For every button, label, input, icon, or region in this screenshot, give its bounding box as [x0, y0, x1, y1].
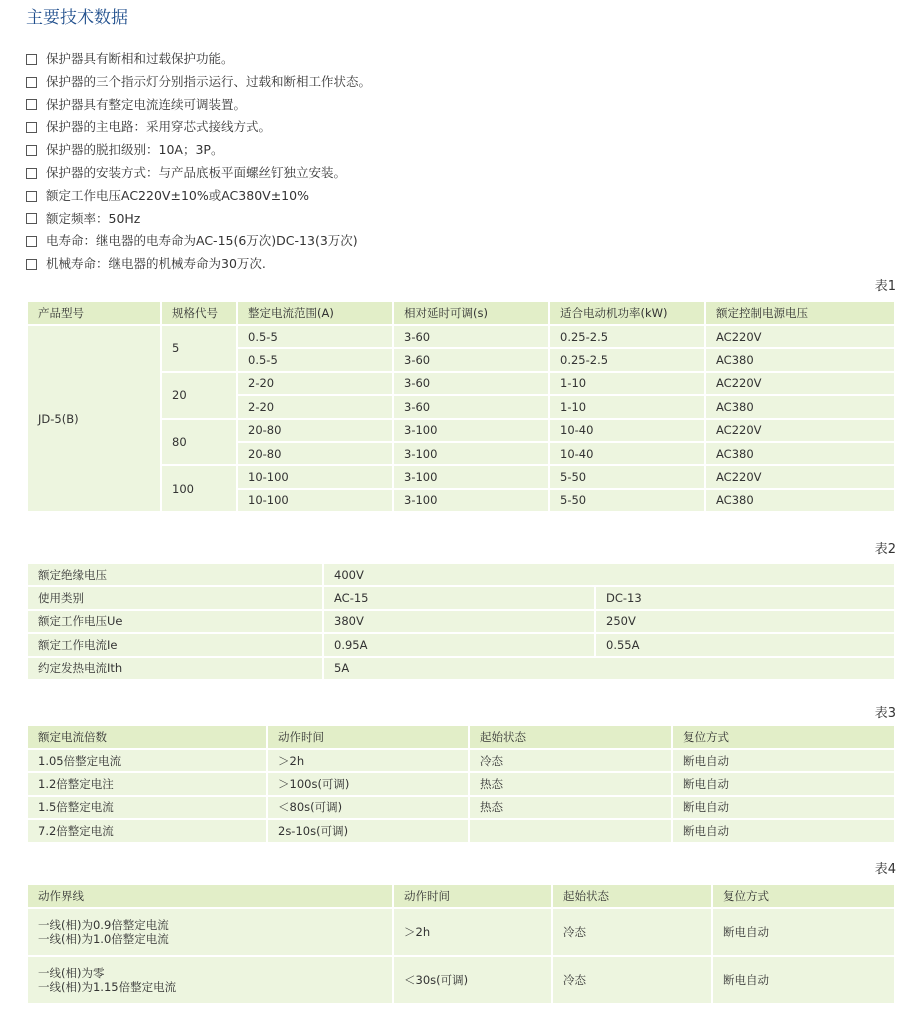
- checkbox-icon: [26, 54, 37, 65]
- checkbox-icon: [26, 213, 37, 224]
- table-cell: 2s-10s(可调): [267, 819, 469, 842]
- column-header: 额定电流倍数: [27, 725, 267, 749]
- table-cell: ＞2h: [393, 908, 552, 956]
- column-header: 动作时间: [267, 725, 469, 749]
- product-spec-table: [26, 300, 896, 513]
- cell-line: 一线(相)为1.0倍整定电流: [38, 932, 169, 946]
- rating-table: [26, 562, 896, 681]
- table-cell: ＞100s(可调): [267, 772, 469, 795]
- table-cell: 2-20: [237, 395, 393, 418]
- checkbox-icon: [26, 122, 37, 133]
- table-cell: 3-100: [393, 442, 549, 465]
- list-item: [26, 185, 371, 208]
- table-cell: 10-40: [549, 419, 705, 442]
- cell-line: 一线(相)为0.9倍整定电流: [38, 918, 169, 932]
- table-cell: AC380: [705, 442, 895, 465]
- table-cell: AC380: [705, 395, 895, 418]
- table-cell: 3-100: [393, 489, 549, 512]
- list-item: [26, 253, 371, 276]
- column-header: 复位方式: [672, 725, 895, 749]
- table-cell: 5A: [323, 657, 895, 680]
- checkbox-icon: [26, 191, 37, 202]
- table-cell: [27, 908, 393, 956]
- column-header: 复位方式: [712, 884, 895, 908]
- table-cell: 2-20: [237, 372, 393, 395]
- table-cell: AC220V: [705, 372, 895, 395]
- table4-label: 表4: [874, 862, 896, 877]
- table-row: [27, 772, 895, 795]
- table-row: [27, 796, 895, 819]
- table-cell: 0.25-2.5: [549, 348, 705, 371]
- list-item-text: 电寿命：继电器的电寿命为AC-15(6万次)DC-13(3万次): [46, 233, 358, 249]
- feature-list: [26, 48, 371, 276]
- table-cell: 约定发热电流Ith: [27, 657, 323, 680]
- table-row: [27, 749, 895, 772]
- table-cell: 0.25-2.5: [549, 325, 705, 348]
- table-cell: 3-100: [393, 419, 549, 442]
- table-cell: ＜30s(可调): [393, 956, 552, 1004]
- table-cell: 1.2倍整定电注: [27, 772, 267, 795]
- table-cell: 断电自动: [672, 819, 895, 842]
- table-cell: AC220V: [705, 325, 895, 348]
- table-row: [27, 819, 895, 842]
- table-row: [27, 633, 895, 656]
- list-item-text: 保护器具有断相和过载保护功能。: [46, 51, 234, 66]
- list-item-text: 额定频率：50Hz: [46, 210, 141, 226]
- table-cell: ＞2h: [267, 749, 469, 772]
- table-row: [27, 563, 895, 586]
- cell-line: 一线(相)为零: [38, 966, 105, 980]
- table-cell: [27, 956, 393, 1004]
- column-header: 产品型号: [27, 301, 161, 325]
- code-cell: 80: [161, 419, 237, 466]
- table-cell: 10-40: [549, 442, 705, 465]
- phase-loss-table: [26, 883, 896, 1005]
- checkbox-icon: [26, 99, 37, 110]
- table-cell: 3-60: [393, 395, 549, 418]
- column-header: 整定电流范围(A): [237, 301, 393, 325]
- table-cell: AC380: [705, 348, 895, 371]
- table-cell: 5-50: [549, 465, 705, 488]
- table-cell: 1.5倍整定电流: [27, 796, 267, 819]
- code-cell: 20: [161, 372, 237, 419]
- column-header: 规格代号: [161, 301, 237, 325]
- table-cell: 1-10: [549, 372, 705, 395]
- list-item-text: 保护器的安装方式：与产品底板平面螺丝钉独立安装。: [46, 164, 347, 180]
- list-item-text: 保护器的主电路：采用穿芯式接线方式。: [46, 119, 272, 135]
- table-cell: 380V: [323, 610, 595, 633]
- table-cell: 断电自动: [712, 908, 895, 956]
- table-row: [27, 610, 895, 633]
- column-header: 起始状态: [469, 725, 672, 749]
- list-item-text: 保护器的脱扣级别：10A；3P。: [46, 142, 224, 158]
- table-cell: 0.95A: [323, 633, 595, 656]
- table-cell: 热态: [469, 772, 672, 795]
- list-item: [26, 230, 371, 253]
- table-cell: ＜80s(可调): [267, 796, 469, 819]
- table-cell: AC220V: [705, 419, 895, 442]
- list-item-text: 保护器的三个指示灯分别指示运行、过载和断相工作状态。: [46, 73, 372, 89]
- table-cell: 额定工作电压Ue: [27, 610, 323, 633]
- column-header: 动作时间: [393, 884, 552, 908]
- table-cell: 250V: [595, 610, 895, 633]
- checkbox-icon: [26, 259, 37, 270]
- table-header-row: [27, 725, 895, 749]
- column-header: 动作界线: [27, 884, 393, 908]
- table-cell: 1-10: [549, 395, 705, 418]
- checkbox-icon: [26, 77, 37, 88]
- code-cell: 100: [161, 465, 237, 512]
- table-cell: 额定工作电流Ie: [27, 633, 323, 656]
- list-item: [26, 139, 371, 162]
- list-item-text: 额定工作电压AC220V±10%或AC380V±10%: [46, 187, 309, 203]
- list-item: [26, 94, 371, 117]
- table-cell: DC-13: [595, 586, 895, 609]
- table-header-row: [27, 884, 895, 908]
- overload-table: [26, 724, 896, 844]
- table-cell: 3-60: [393, 325, 549, 348]
- table-cell: 0.5-5: [237, 325, 393, 348]
- table-row: [27, 908, 895, 956]
- column-header: 额定控制电源电压: [705, 301, 895, 325]
- table-row: [27, 956, 895, 1004]
- table-cell: 冷态: [552, 908, 712, 956]
- list-item-text: 保护器具有整定电流连续可调装置。: [46, 96, 247, 112]
- list-item: [26, 48, 371, 71]
- checkbox-icon: [26, 145, 37, 156]
- table-row: [27, 325, 895, 348]
- list-item: [26, 71, 371, 94]
- table-row: [27, 586, 895, 609]
- list-item-text: 机械寿命：继电器的机械寿命为30万次.: [46, 256, 266, 272]
- table-cell: 额定绝缘电压: [27, 563, 323, 586]
- table-cell: 10-100: [237, 465, 393, 488]
- table-cell: 0.5-5: [237, 348, 393, 371]
- table-cell: 3-60: [393, 372, 549, 395]
- table-cell: 400V: [323, 563, 895, 586]
- table-cell: AC380: [705, 489, 895, 512]
- table-cell: 热态: [469, 796, 672, 819]
- table-cell: 断电自动: [672, 796, 895, 819]
- table-row: [27, 657, 895, 680]
- table-cell: 3-60: [393, 348, 549, 371]
- model-cell: JD-5(B): [27, 325, 161, 512]
- checkbox-icon: [26, 236, 37, 247]
- table-cell: 5-50: [549, 489, 705, 512]
- list-item: [26, 116, 371, 139]
- cell-line: 一线(相)为1.15倍整定电流: [38, 980, 177, 994]
- table-header-row: [27, 301, 895, 325]
- table-cell: AC220V: [705, 465, 895, 488]
- table-cell: 断电自动: [672, 772, 895, 795]
- list-item: [26, 208, 371, 231]
- table-cell: 使用类别: [27, 586, 323, 609]
- column-header: 相对延时可调(s): [393, 301, 549, 325]
- page-title: 主要技术数据: [26, 8, 128, 28]
- column-header: 起始状态: [552, 884, 712, 908]
- table-cell: [469, 819, 672, 842]
- table-cell: 7.2倍整定电流: [27, 819, 267, 842]
- checkbox-icon: [26, 168, 37, 179]
- table-cell: 10-100: [237, 489, 393, 512]
- table-cell: AC-15: [323, 586, 595, 609]
- code-cell: 5: [161, 325, 237, 372]
- table2-label: 表2: [874, 542, 896, 557]
- list-item: [26, 162, 371, 185]
- table-cell: 20-80: [237, 419, 393, 442]
- table-cell: 20-80: [237, 442, 393, 465]
- table1-label: 表1: [874, 279, 896, 294]
- table-cell: 断电自动: [712, 956, 895, 1004]
- table-cell: 0.55A: [595, 633, 895, 656]
- table-cell: 断电自动: [672, 749, 895, 772]
- table-cell: 1.05倍整定电流: [27, 749, 267, 772]
- table3-label: 表3: [874, 706, 896, 721]
- table-cell: 3-100: [393, 465, 549, 488]
- table-cell: 冷态: [469, 749, 672, 772]
- column-header: 适合电动机功率(kW): [549, 301, 705, 325]
- table-cell: 冷态: [552, 956, 712, 1004]
